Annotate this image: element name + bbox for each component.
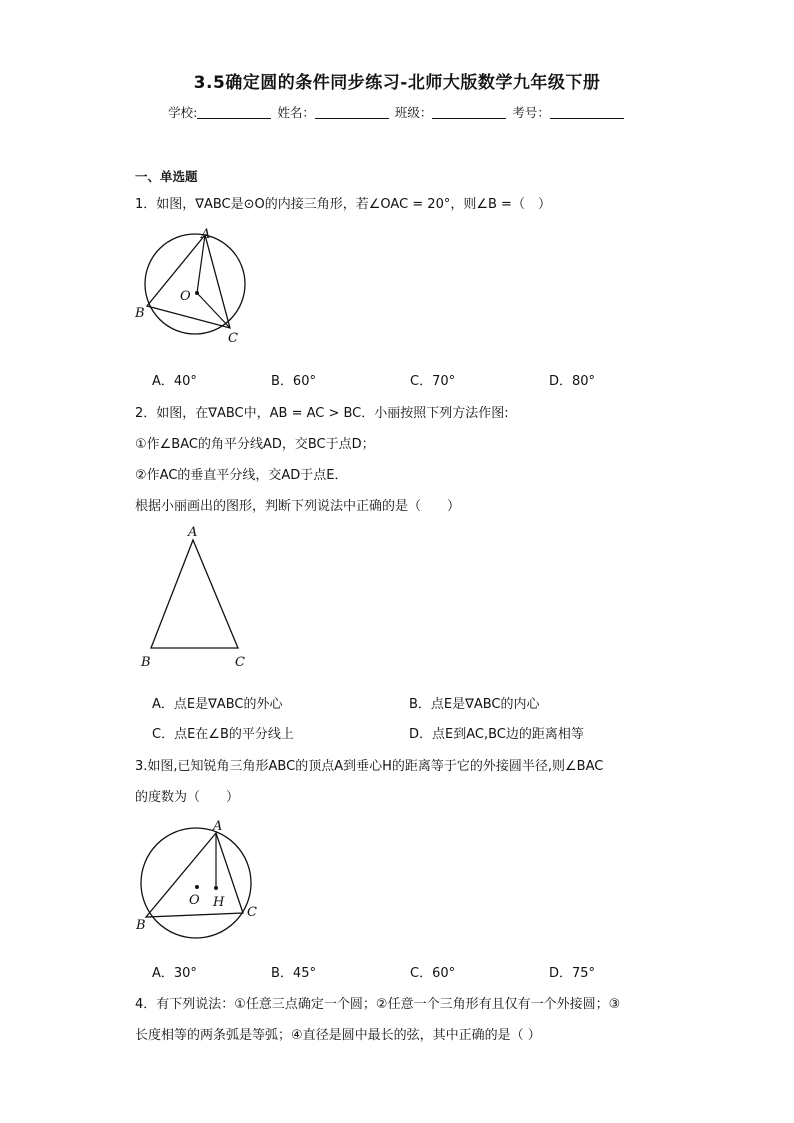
q3-circle xyxy=(141,828,251,938)
q3-label-b: B xyxy=(136,918,146,933)
q4-line-1: 4．有下列说法：①任意三点确定一个圆；②任意一个三角形有且仅有一个外接圆；③ xyxy=(135,997,621,1012)
q4-line-2: 长度相等的两条弧是等弧；④直径是圆中最长的弦，其中正确的是（ ） xyxy=(135,1028,541,1043)
q1-option-a[interactable]: A．40° xyxy=(152,374,197,389)
q2-label-c: C xyxy=(235,655,245,670)
q1-center-point xyxy=(195,291,199,295)
q1-figure xyxy=(130,222,260,350)
q3-option-a[interactable]: A．30° xyxy=(152,966,197,981)
q2-triangle xyxy=(151,540,238,648)
q2-option-a[interactable]: A．点E是∇ABC的外心 xyxy=(152,697,283,712)
q2-option-c[interactable]: C．点E在∠B的平分线上 xyxy=(152,727,294,742)
number-label: 考号： xyxy=(512,105,550,120)
q2-label-b: B xyxy=(141,655,151,670)
q1-option-b[interactable]: B．60° xyxy=(271,374,316,389)
q3-center-point xyxy=(195,885,199,889)
q3-option-c[interactable]: C．60° xyxy=(410,966,456,981)
number-blank[interactable] xyxy=(550,105,624,119)
section-heading: 一、单选题 xyxy=(135,169,198,184)
q1-option-d[interactable]: D．80° xyxy=(549,374,596,389)
q3-line-1: 3.如图,已知锐角三角形ABC的顶点A到垂心H的距离等于它的外接圆半径,则∠BAC xyxy=(135,759,604,774)
q2-line-4: 根据小丽画出的图形，判断下列说法中正确的是（ ） xyxy=(135,499,461,514)
q1-label-o: O xyxy=(180,289,191,304)
name-blank[interactable] xyxy=(315,105,389,119)
student-info-row xyxy=(0,103,794,121)
q3-option-b[interactable]: B．45° xyxy=(271,966,316,981)
q2-label-a: A xyxy=(188,525,198,540)
school-label: 学校: xyxy=(168,105,198,120)
document-title: 3.5确定圆的条件同步练习-北师大版数学九年级下册 xyxy=(193,73,601,93)
q3-line-2: 的度数为（ ） xyxy=(135,790,240,805)
q2-figure xyxy=(135,520,260,672)
q2-line-1: 2．如图，在∇ABC中，AB = AC > BC．小丽按照下列方法作图: xyxy=(135,406,509,421)
q2-option-d[interactable]: D．点E到AC,BC边的距离相等 xyxy=(409,727,584,742)
class-blank[interactable] xyxy=(432,105,506,119)
q2-option-b[interactable]: B．点E是∇ABC的内心 xyxy=(409,697,540,712)
q1-text: 1．如图，∇ABC是⊙O的内接三角形，若∠OAC = 20°，则∠B =（ ） xyxy=(135,197,551,212)
school-blank[interactable] xyxy=(197,105,271,119)
q3-option-d[interactable]: D．75° xyxy=(549,966,596,981)
q2-line-3: ②作AC的垂直平分线，交AD于点E． xyxy=(135,468,348,483)
q3-label-h: H xyxy=(213,895,225,910)
q3-label-o: O xyxy=(189,893,200,908)
q1-option-c[interactable]: C．70° xyxy=(410,374,456,389)
q2-line-2: ①作∠BAC的角平分线AD，交BC于点D； xyxy=(135,437,375,452)
q1-label-c: C xyxy=(228,331,238,346)
q3-orthocenter-point xyxy=(214,886,218,890)
q3-label-c: C xyxy=(247,905,257,920)
name-label: 姓名： xyxy=(277,105,315,120)
class-label: 班级： xyxy=(394,105,433,120)
q1-label-b: B xyxy=(135,306,145,321)
q3-label-a: A xyxy=(213,819,223,834)
q3-figure xyxy=(130,813,270,943)
q1-label-a: A xyxy=(201,227,211,242)
